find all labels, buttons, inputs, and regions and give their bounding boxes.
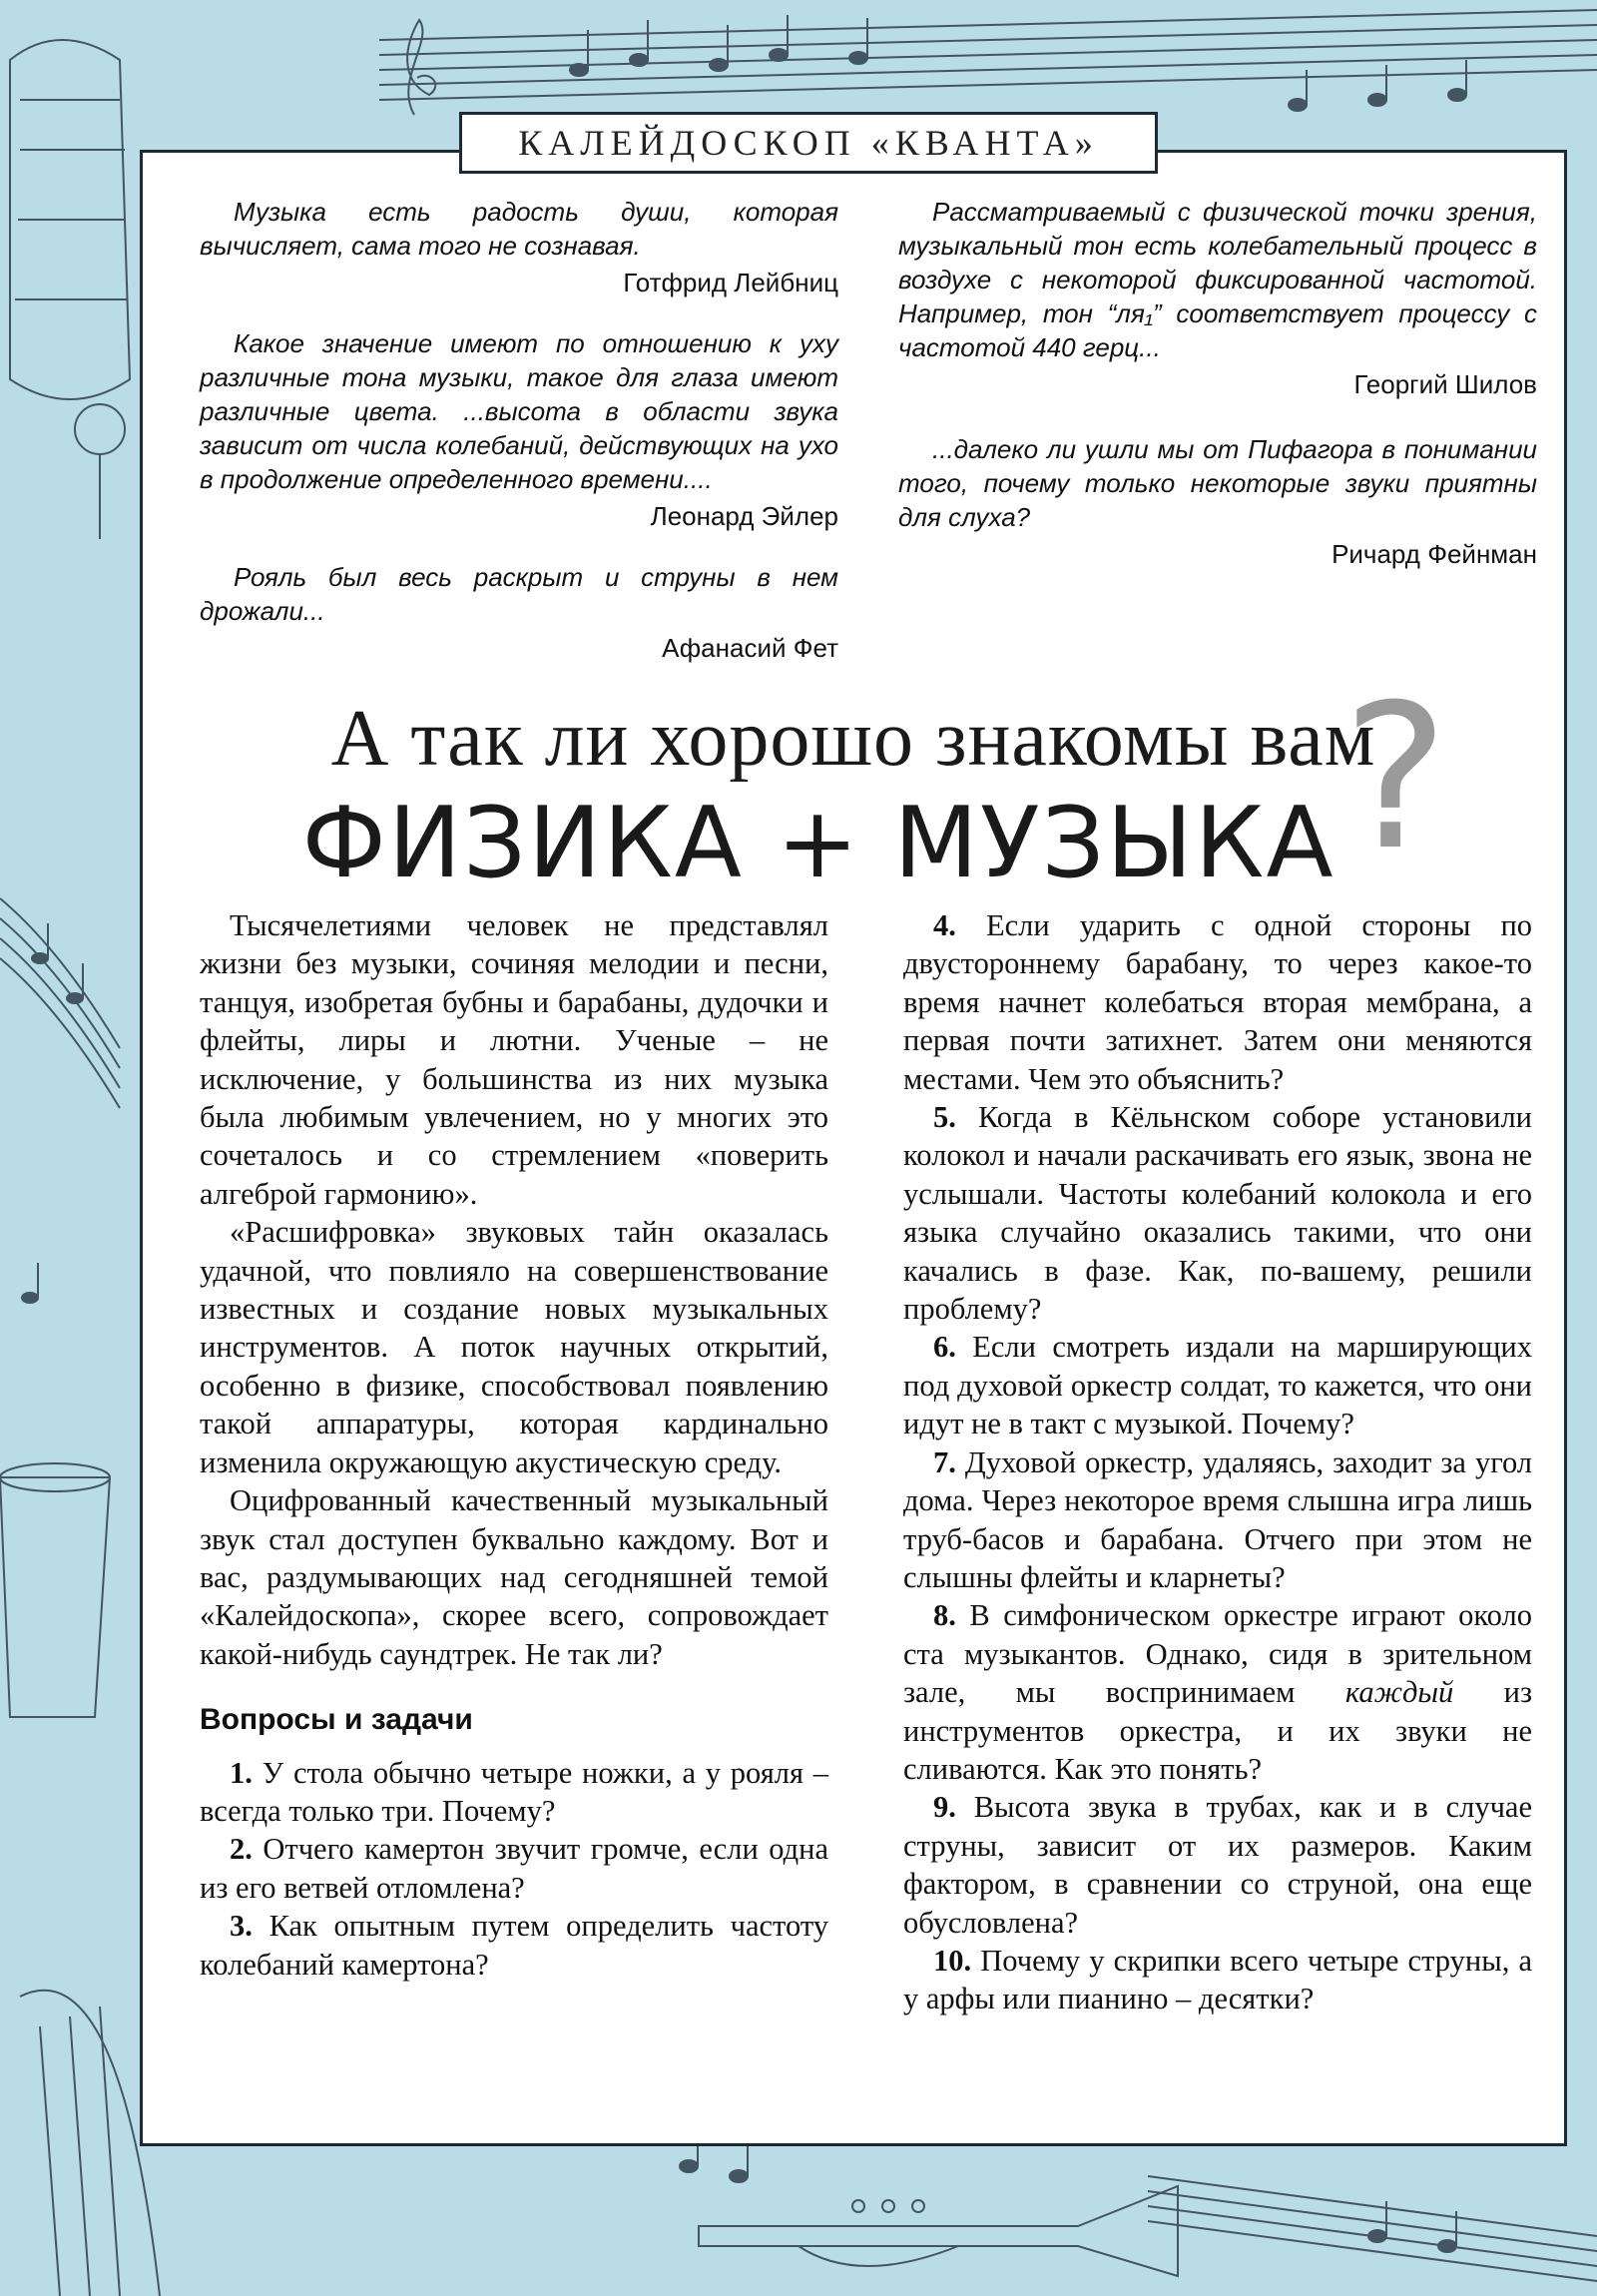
question-item [200, 1830, 828, 1907]
intro-paragraph: «Расшифровка» звуковых тайн оказалась удачной, что повлияло на совершенствование известных и создание новых музыкальных инструментов. А поток научных открытий, особенно в физике, способствовал появлению такой аппаратуры, которая кардинально изменила окружающую акустическую среду. [200, 1215, 828, 1479]
intro-paragraph: Тысячелетиями человек не представлял жизни без музыки, сочиняя мелодии и песни, танцуя, изобретая бубны и барабаны, дудочки и флейты, лиры и лютни. Ученые – не исключение, у большинства из них музыка была любимым увлечением, но у многих это сочеталось и со стремлением «поверить алгеброй гармонию». [200, 908, 828, 1211]
quotes-right-column [898, 195, 1537, 598]
quote-text: Какое значение имеют по отношению к уху различные тона музыки, такое для глаза имеют различные цвета. ...высота в области звука зависит от числа колебаний, действующих на ухо в продолжение определенного времени.... [200, 328, 838, 494]
question-number: 5. [933, 1100, 956, 1135]
bottom-staff [1148, 2176, 1597, 2281]
article-title-line1: А так ли хорошо знакомы вам [330, 695, 1376, 783]
bottom-notes [680, 2131, 1456, 2252]
question-text: Если ударить с одной стороны по двустороннему барабану, то через какое-то время начнет колебаться вторая мембрана, а первая почти затихнет. Затем они меняются местами. Чем это объяснить? [903, 908, 1533, 1096]
question-number: 4. [933, 908, 956, 942]
question-text: Высота звука в трубах, как и в случае струны, зависит от их размеров. Каким фактором, в сравнении со струной, она еще обусловлена? [903, 1790, 1532, 1940]
quote-author: Афанасий Фет [662, 633, 838, 663]
quote-author: Леонард Эйлер [650, 501, 838, 531]
section-title: Вопросы и задачи [200, 1703, 473, 1737]
section-banner: КАЛЕЙДОСКОП «КВАНТА» [459, 112, 1158, 174]
intro-paragraph: Оцифрованный качественный музыкальный звук стал доступен буквально каждому. Вот и вас, раздумывающих над сегодняшней темой «Калейдоскопа», скорее всего, сопровождает какой-нибудь саундтрек. Не так ли? [200, 1483, 828, 1671]
question-text: Как опытным путем определить частоту колебаний камертона? [200, 1909, 828, 1982]
harp-sketch [20, 1991, 160, 2296]
article-title-line2: ФИЗИКА + МУЗЫКА [301, 787, 1335, 900]
question-mark-icon: ? [1342, 662, 1449, 894]
question-emphasis: каждый [1344, 1675, 1454, 1710]
question-number: 1. [230, 1755, 253, 1790]
question-item [903, 906, 1532, 1098]
body-left-column [200, 906, 828, 1984]
quotes-left-column [200, 195, 838, 692]
quote-author: Ричард Фейнман [1331, 539, 1537, 569]
quote [898, 432, 1537, 572]
question-number: 7. [933, 1444, 956, 1479]
treble-clef-icon [407, 20, 435, 115]
quote-author: Георгий Шилов [1353, 369, 1537, 399]
question-item [903, 1328, 1532, 1442]
quote-author: Готфрид Лейбниц [623, 268, 838, 297]
question-text: Почему у скрипки всего четыре струны, а у арфы или пианино – десятки? [903, 1943, 1532, 2016]
quote-text: Музыка есть радость души, которая вычисляет, сама того не сознавая. [200, 197, 838, 261]
quote [200, 326, 838, 534]
question-item [200, 1907, 828, 1984]
body-right-column [903, 906, 1532, 2018]
question-text: В симфоническом оркестре играют около ста музыкантов. Однако, сидя в зрительном зале, мы воспринимаем [903, 1598, 1532, 1710]
question-item [903, 1443, 1532, 1597]
question-text: Когда в Кёльнском соборе установили колокол и начали раскачивать его язык, звона не услышали. Частоты колебаний колокола и его языка случайно оказались такими, что они качались в фазе. Как, по-вашему, решили проблему? [903, 1100, 1533, 1327]
question-item [903, 1596, 1532, 1788]
quote-text: ...далеко ли ушли мы от Пифагора в понимании того, почему только некоторые звуки приятны для слуха? [898, 434, 1537, 532]
question-text: Отчего камертон звучит громче, если одна из его ветвей отломлена? [200, 1832, 828, 1905]
top-music-staff [379, 10, 1597, 100]
question-text: У стола обычно четыре ножки, а у рояля – всегда только три. Почему? [200, 1755, 829, 1828]
bell-sketch [10, 40, 130, 539]
question-number: 9. [933, 1790, 956, 1825]
question-number: 6. [933, 1330, 956, 1365]
glass-sketch [0, 1463, 110, 1717]
quote [200, 560, 838, 666]
music-notes-top [570, 15, 1466, 111]
question-item [903, 1942, 1532, 2018]
trumpet-sketch [699, 2186, 1178, 2276]
question-item [200, 1754, 828, 1831]
quote [898, 195, 1537, 402]
question-text: Духовой оркестр, удаляясь, заходит за угол дома. Через некоторое время слышна игра лишь труб-басов и барабана. Отчего при этом не слышны флейты и кларнеты? [903, 1444, 1533, 1594]
question-number: 2. [230, 1832, 253, 1867]
question-number: 10. [933, 1943, 972, 1978]
question-item [903, 1788, 1532, 1942]
quote-text: Рояль был весь раскрыт и струны в нем дрожали... [200, 562, 838, 626]
question-number: 3. [230, 1909, 253, 1944]
question-text: из инструментов оркестра, и их звуки не сливаются. Как это понять? [903, 1675, 1532, 1786]
question-item [903, 1098, 1532, 1328]
quote [200, 195, 838, 300]
quote-text: Рассматриваемый с физической точки зрения, музыкальный тон есть колебательный процесс в воздухе с некоторой фиксированной частотой. Например, тон “ля₁” соответствует процессу с частотой 440 герц... [898, 197, 1537, 362]
question-text: Если смотреть издали на марширующих под духовой оркестр солдат, то кажется, что они идут не в такт с музыкой. Почему? [903, 1330, 1532, 1441]
left-staff-fragments [0, 898, 120, 1108]
question-number: 8. [933, 1598, 956, 1633]
